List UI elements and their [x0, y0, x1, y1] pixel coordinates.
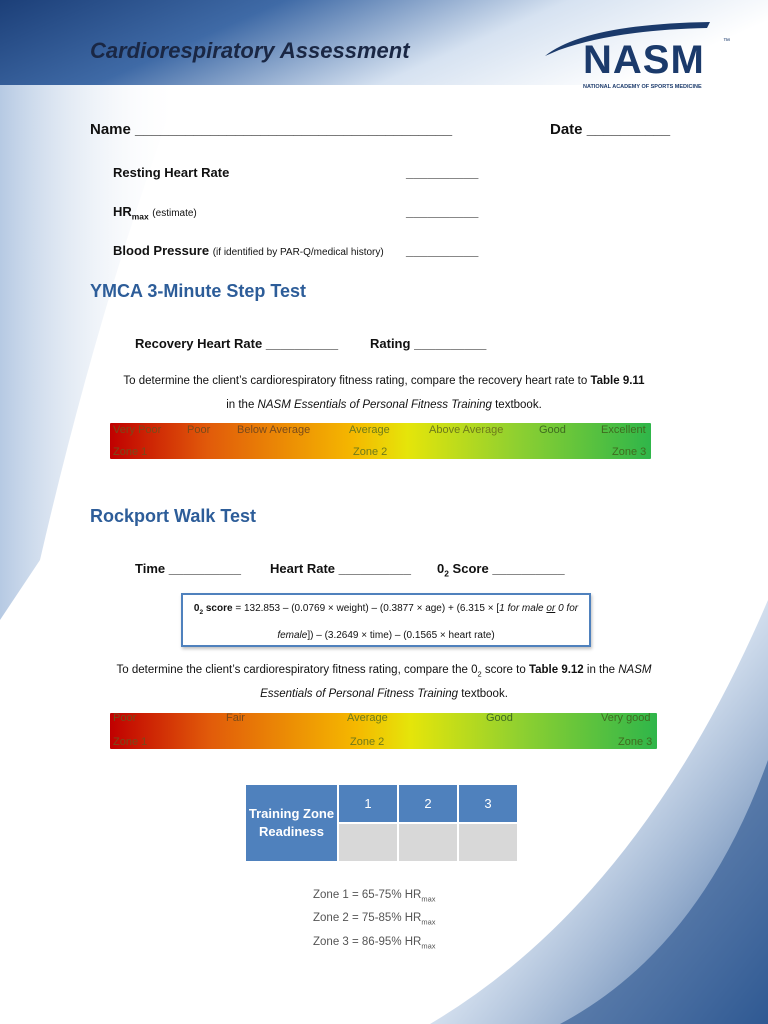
zone-column-header: 2 — [399, 785, 457, 822]
scale-label: Average — [349, 424, 390, 436]
scale-label: Poor — [187, 424, 211, 436]
zone-label: Zone 2 — [350, 736, 385, 748]
scale-label: Excellent — [601, 424, 646, 436]
zone-2-cell[interactable] — [399, 824, 457, 861]
name-row — [90, 121, 452, 138]
logo-subtitle: NATIONAL ACADEMY OF SPORTS MEDICINE — [583, 84, 702, 90]
heart-rate-row: Heart Rate __________ — [270, 561, 411, 576]
scale-label: Fair — [226, 712, 245, 724]
page-title: Cardiorespiratory Assessment — [90, 38, 410, 63]
date-field[interactable]: __________ — [586, 121, 671, 138]
resting-hr-field[interactable]: __________ — [406, 165, 479, 180]
heart-rate-field[interactable]: __________ — [338, 561, 411, 576]
step-test-instruction-line1: To determine the client’s cardiorespiratory fitness rating, compare the recovery heart rate to Table 9.11 — [123, 375, 645, 387]
zone-label: Zone 1 — [113, 446, 148, 458]
walk-test-instruction-line2: Essentials of Personal Fitness Training textbook. — [260, 688, 508, 700]
scale-label: Good — [539, 424, 566, 436]
zone-label: Zone 3 — [618, 736, 653, 748]
scale-label: Above Average — [429, 424, 504, 436]
training-zone-table — [244, 783, 519, 863]
resting-hr-label: Resting Heart Rate — [113, 165, 230, 180]
o2-score-field[interactable]: __________ — [492, 561, 565, 576]
name-field[interactable]: ______________________________________ — [135, 121, 453, 138]
name-label: Name — [90, 121, 131, 138]
logo-trademark: ™ — [723, 38, 730, 45]
blood-pressure-field[interactable]: __________ — [406, 243, 479, 258]
zone-legend-item: Zone 2 = 75-85% $HR_{max}$ — [313, 912, 436, 927]
walk-test-instruction-line1: To determine the client’s cardiorespiratory fitness rating, compare the $0_2$ score to Table 9.12 in the NASM — [116, 664, 652, 679]
scale-label: Very good — [601, 712, 651, 724]
nasm-logo — [545, 20, 735, 98]
scale-label: Poor — [113, 712, 137, 724]
walk-test-rating-scale — [110, 713, 657, 749]
training-zone-header: Training Zone Readiness — [246, 785, 337, 861]
walk-test-heading: Rockport Walk Test — [90, 506, 257, 526]
date-row — [550, 121, 670, 138]
zone-legend-item: Zone 1 = 65-75% $HR_{max}$ — [313, 889, 436, 904]
scale-label: Average — [347, 712, 388, 724]
time-row: Time __________ — [135, 561, 242, 576]
step-test-instruction-line2: in the NASM Essentials of Personal Fitness Training textbook. — [226, 399, 542, 411]
recovery-hr-field[interactable]: __________ — [265, 336, 339, 351]
rating-field[interactable]: __________ — [414, 336, 487, 351]
scale-label: Very Poor — [113, 424, 162, 436]
zone-3-cell[interactable] — [459, 824, 517, 861]
step-test-heading: YMCA 3-Minute Step Test — [90, 281, 307, 301]
zone-label: Zone 3 — [612, 446, 647, 458]
time-field[interactable]: __________ — [168, 561, 242, 576]
zone-legend-item: Zone 3 = 86-95% $HR_{max}$ — [313, 936, 436, 951]
hrmax-field[interactable]: __________ — [406, 204, 479, 219]
logo-wordmark: NASM — [583, 38, 705, 82]
rating-row: Rating __________ — [370, 336, 487, 351]
hrmax-label: $HR_{max}$ (estimate) — [113, 204, 197, 222]
zone-column-header: 3 — [459, 785, 517, 822]
scale-label: Below Average — [237, 424, 311, 436]
zone-label: Zone 2 — [353, 446, 388, 458]
recovery-hr-row: Recovery Heart Rate __________ — [135, 336, 339, 351]
scale-label: Good — [486, 712, 513, 724]
zone-1-cell[interactable] — [339, 824, 397, 861]
o2-formula-box: $0_2$ score = 132.853 – (0.0769 × weight) – (0.3877 × age) + (6.315 × [1 for male or 0 for female]) – (3.2649 × time) – (0.1565 × heart rate) — [181, 593, 591, 647]
zone-label: Zone 1 — [113, 736, 148, 748]
blood-pressure-label: Blood Pressure (if identified by PAR-Q/medical history) — [113, 243, 384, 258]
date-label: Date — [550, 121, 583, 138]
step-test-rating-scale — [110, 423, 651, 459]
o2-score-row: $0_2$ Score __________ — [437, 561, 565, 579]
zone-column-header: 1 — [339, 785, 397, 822]
